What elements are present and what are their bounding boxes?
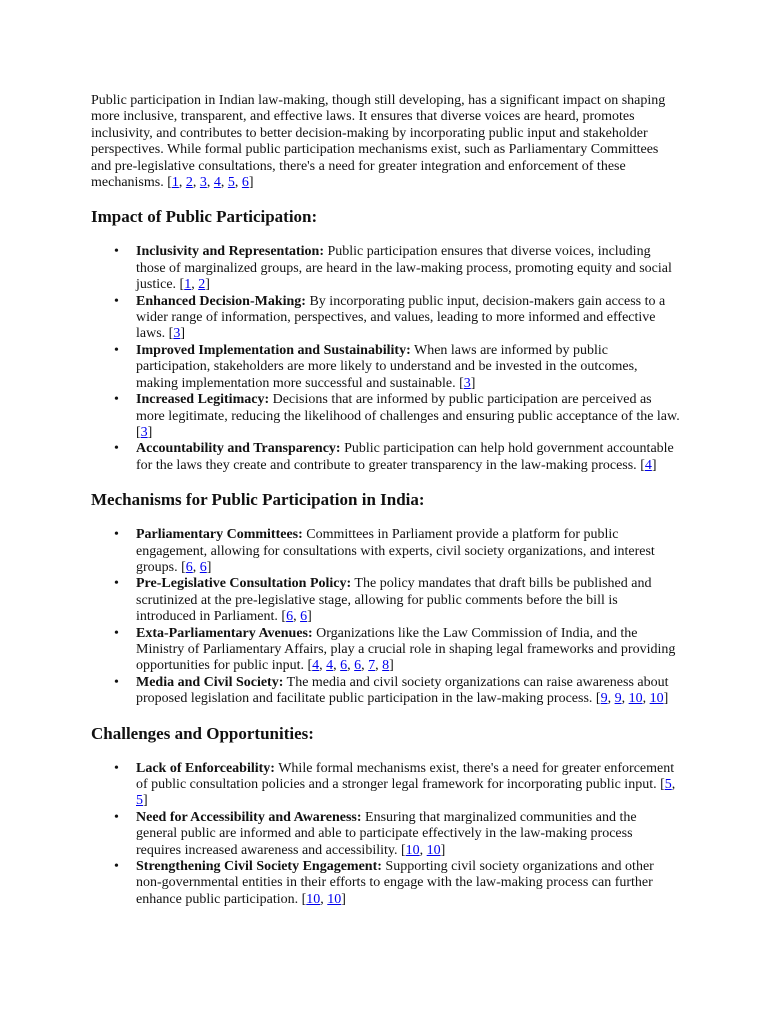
citation-link[interactable]: 1 <box>171 175 179 191</box>
document-content <box>91 93 681 908</box>
citation-link[interactable]: 3 <box>140 424 148 440</box>
item-term: Lack of Enforceability: <box>136 760 275 776</box>
list-item <box>136 761 681 810</box>
item-text: By incorporating public input, decision-makers gain access to a wider range of information, perspectives, and values, leading to more informed and effective laws. <box>136 293 666 342</box>
citation-link[interactable]: 6 <box>340 658 348 674</box>
citation-link[interactable]: 6 <box>241 175 249 191</box>
item-citations: [6, 6] <box>177 559 212 575</box>
item-text: While formal mechanisms exist, there's a need for greater enforcement of public consultation policies and a stronger legal framework for incorporating public input. <box>136 760 675 792</box>
section <box>91 490 681 707</box>
citation-link[interactable]: 2 <box>198 277 206 293</box>
item-citations: [3] <box>455 375 476 391</box>
item-citations: [6, 6] <box>277 609 312 625</box>
intro-citations: [1, 2, 3, 4, 5, 6] <box>167 175 254 191</box>
sections <box>91 207 681 908</box>
item-term: Accountability and Transparency: <box>136 441 341 457</box>
item-citations: [10, 10] <box>298 891 346 907</box>
item-text: When laws are informed by public participation, stakeholders are more likely to understand and be invested in the outcomes, making implementation more successful and sustainable. <box>136 342 638 391</box>
citation-link[interactable]: 4 <box>312 658 320 674</box>
list-item <box>136 527 681 576</box>
bullet-list <box>91 527 681 707</box>
citation-link[interactable]: 9 <box>614 691 622 707</box>
citation-link[interactable]: 4 <box>644 457 652 473</box>
item-text: Supporting civil society organizations and other non-governmental entities in their efforts to engage with the law-making process can further enhance public participation. <box>136 859 654 907</box>
intro-paragraph <box>91 93 681 191</box>
item-text: Public participation ensures that diverse voices, including those of marginalized groups, are heard in the law-making process, promoting equity and social justice. <box>136 244 672 293</box>
item-term: Need for Accessibility and Awareness: <box>136 809 362 825</box>
item-term: Parliamentary Committees: <box>136 527 303 543</box>
item-citations: [3] <box>136 424 153 440</box>
item-term: Media and Civil Society: <box>136 674 284 690</box>
section-heading: Challenges and Opportunities: <box>91 723 314 743</box>
citation-link[interactable]: 1 <box>184 277 192 293</box>
citation-link[interactable]: 9 <box>600 691 608 707</box>
list-item <box>136 859 681 908</box>
list-item <box>136 343 681 392</box>
citation-link[interactable]: 8 <box>382 658 390 674</box>
citation-link[interactable]: 4 <box>213 175 221 191</box>
citation-link[interactable]: 10 <box>628 691 643 707</box>
citation-link[interactable]: 6 <box>185 559 193 575</box>
section <box>91 207 681 474</box>
item-citations: [9, 9, 10, 10] <box>592 691 669 707</box>
citation-link[interactable]: 10 <box>306 891 321 907</box>
list-item <box>136 626 681 675</box>
list-item <box>136 244 681 293</box>
citation-link[interactable]: 3 <box>199 175 207 191</box>
list-item <box>136 675 681 708</box>
citation-link[interactable]: 6 <box>199 559 207 575</box>
item-text: Public participation can help hold government accountable for the laws they create and contribute to greater transparency in the law-making process. <box>136 441 674 473</box>
item-text: The media and civil society organizations can raise awareness about proposed legislation and facilitate public participation in the law-making process. <box>136 674 669 707</box>
citation-link[interactable]: 10 <box>405 842 420 858</box>
item-citations: [1, 2] <box>176 277 210 293</box>
item-term: Increased Legitimacy: <box>136 392 270 408</box>
list-item <box>136 576 681 625</box>
section-heading: Mechanisms for Public Participation in India: <box>91 490 425 510</box>
section <box>91 724 681 909</box>
item-term: Inclusivity and Representation: <box>136 244 324 260</box>
item-term: Improved Implementation and Sustainability: <box>136 342 411 358</box>
list-item <box>136 294 681 343</box>
item-term: Enhanced Decision-Making: <box>136 293 306 309</box>
list-item <box>136 810 681 859</box>
item-citations: [4, 4, 6, 6, 7, 8] <box>303 658 394 674</box>
list-item <box>136 392 681 441</box>
item-term: Strengthening Civil Society Engagement: <box>136 859 382 875</box>
citation-link[interactable]: 6 <box>354 658 362 674</box>
item-text: Ensuring that marginalized communities and the general public are informed and able to participate effectively in the law-making process requires increased awareness and accessibility. <box>136 809 637 858</box>
citation-link[interactable]: 10 <box>649 691 664 707</box>
citation-link[interactable]: 3 <box>463 375 471 391</box>
citation-link[interactable]: 5 <box>227 175 235 191</box>
list-item <box>136 441 681 474</box>
bullet-list <box>91 761 681 909</box>
intro-text: Public participation in Indian law-making, though still developing, has a significant impact on shaping more inclusive, transparent, and effective laws. It ensures that diverse voices are heard, promotes inclusivity, and contributes to better decision-making by incorporating public input and stakeholder perspectives. While formal public participation mechanisms exist, such as Parliamentary Committees and pre-legislative consultations, there's a need for greater integration and enforcement of these mechanisms. <box>91 93 666 191</box>
item-text: Organizations like the Law Commission of India, and the Ministry of Parliamentary Affairs, play a crucial role in shaping legal frameworks and providing opportunities for public input. <box>136 625 676 674</box>
citation-link[interactable]: 6 <box>286 609 294 625</box>
citation-link[interactable]: 5 <box>136 793 143 809</box>
item-citations: [10, 10] <box>397 842 446 858</box>
item-citations: [4] <box>636 457 657 473</box>
item-term: Exta-Parliamentary Avenues: <box>136 625 313 641</box>
item-term: Pre-Legislative Consultation Policy: <box>136 576 352 592</box>
citation-link[interactable]: 7 <box>368 658 376 674</box>
item-text: Decisions that are informed by public participation are perceived as more legitimate, reducing the likelihood of challenges and ensuring public acceptance of the law. <box>136 392 680 424</box>
citation-link[interactable]: 3 <box>173 326 181 342</box>
bullet-list <box>91 244 681 474</box>
item-citations: [3] <box>165 326 186 342</box>
citation-link[interactable]: 4 <box>326 658 334 674</box>
citation-link[interactable]: 5 <box>664 777 672 792</box>
citation-link[interactable]: 10 <box>426 842 441 858</box>
item-text: The policy mandates that draft bills be published and scrutinized at the pre-legislative stage, allowing for public comments before the bill is introduced in Parliament. <box>136 576 652 625</box>
citation-link[interactable]: 2 <box>185 175 193 191</box>
citation-link[interactable]: 10 <box>327 891 342 907</box>
citation-link[interactable]: 6 <box>300 609 308 625</box>
item-citations: [5, 5] <box>136 777 676 809</box>
item-text: Committees in Parliament provide a platform for public engagement, allowing for consultations with experts, civil society organizations, and interest groups. <box>136 527 655 575</box>
section-heading: Impact of Public Participation: <box>91 207 318 227</box>
